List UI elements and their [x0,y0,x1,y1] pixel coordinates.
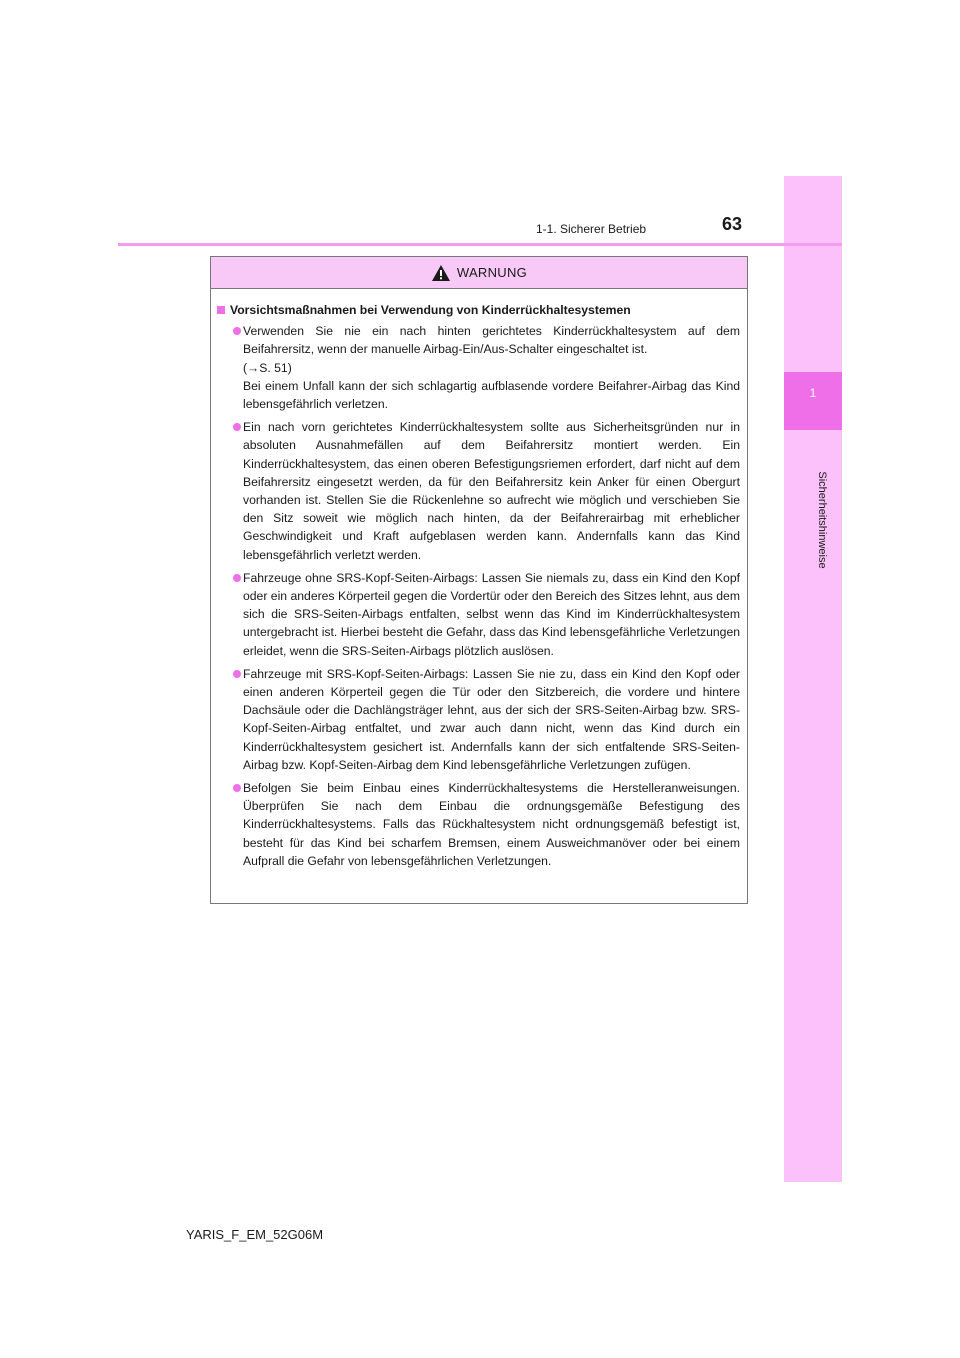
paragraph: Verwenden Sie nie ein nach hinten gerichtetes Kinderrückhaltesystem auf dem Beifahrersitz, wenn der manuelle Airbag-Ein/Aus-Schalter eingeschaltet ist. [243,324,740,357]
list-item [217,779,740,870]
chapter-label: Sicherheitshinweise [816,471,828,569]
list-item [217,665,740,774]
bullet-dot-icon [233,670,241,678]
list-item [217,322,740,413]
bullet-dot-icon [233,574,241,582]
warning-topic-text: Vorsichtsmaßnahmen bei Verwendung von Kinderrückhaltesystemen [230,303,631,317]
warning-box [210,256,748,904]
page-number: 63 [722,214,743,234]
topic-square-icon [217,306,225,314]
paragraph: Fahrzeuge ohne SRS-Kopf-Seiten-Airbags: Lassen Sie niemals zu, dass ein Kind den Kopf oder ein anderes Körperteil gegen die Vordertür oder den Bereich des Sitzes lehnt, aus dem sich die SRS-Seiten-Airbags entfalten, selbst wenn das Kind im Kinderrückhaltesystem untergebracht ist. Hierbei besteht die Gefahr, dass das Kind lebensgefährliche Verletzungen erleidet, wenn die SRS-Seiten-Airbags plötzlich auslösen. [243,570,740,658]
page-reference: (→S. 51) [243,360,292,375]
paragraph: Befolgen Sie beim Einbau eines Kinderrückhaltesystems die Herstelleranweisungen. Überprüfen Sie nach dem Einbau die ordnungsgemäße Befestigung des Kinderrückhaltesystems. Falls das Rückhaltesystem nicht ordnungsgemäß befestigt ist, besteht für das Kind bei scharfem Bremsen, einem Ausweichmanöver oder bei einem Aufprall die Gefahr von lebensgefährlichen Verletzungen. [243,781,740,868]
bullet-dot-icon [233,327,241,335]
list-item [217,569,740,660]
section-title: 1-1. Sicherer Betrieb [536,222,647,236]
bullet-dot-icon [233,423,241,431]
chapter-side-tab [784,176,842,1182]
paragraph: Ein nach vorn gerichtetes Kinderrückhaltesystem sollte aus Sicherheitsgründen nur in absoluten Ausnahmefällen auf dem Beifahrersitz montiert werden. Ein Kinderrückhaltesystem, das einen oberen Befestigungsriemen erfordert, darf nicht auf dem Beifahrersitz eingesetzt werden, da für den Beifahrersitz kein Anker für einen Obergurt vorhanden ist. Stellen Sie die Rückenlehne so aufrecht wie möglich und verschieben Sie den Sitz soweit wie möglich nach hinten, da der Beifahrerairbag mit erheblicher Geschwindigkeit und Kraft aufgeblasen werden kann. Andernfalls kann das Kind lebensgefährlich verletzt werden. [243,420,740,562]
bullet-dot-icon [233,784,241,792]
paragraph: Fahrzeuge mit SRS-Kopf-Seiten-Airbags: Lassen Sie nie zu, dass ein Kind den Kopf oder einen anderen Körperteil gegen die Tür oder den Sitzbereich, die vordere und hintere Dachsäule oder die Dachlängsträger lehnt, aus der sich der SRS-Seiten-Airbag bzw. SRS-Kopf-Seiten-Airbag entfaltet, und zwar auch dann nicht, wenn das Kind durch ein Kinderrückhaltesystem gesichert ist. Andernfalls kann der sich entfaltende SRS-Seiten-Airbag bzw. Kopf-Seiten-Airbag dem Kind lebensgefährliche Verletzungen zufügen. [243,666,740,772]
warning-title: WARNUNG [456,265,528,280]
chapter-active-marker [784,372,842,430]
chapter-number: 1 [809,386,817,400]
list-item [217,418,740,564]
warning-header [211,257,747,289]
warning-body [211,289,747,870]
header-rule [118,243,842,246]
paragraph: Bei einem Unfall kann der sich schlagartig aufblasende vordere Beifahrer-Airbag das Kind lebensgefährlich verletzen. [243,378,740,412]
warning-triangle-icon [431,264,451,282]
document-code: YARIS_F_EM_52G06M [186,1227,324,1242]
warning-topic [217,301,740,319]
